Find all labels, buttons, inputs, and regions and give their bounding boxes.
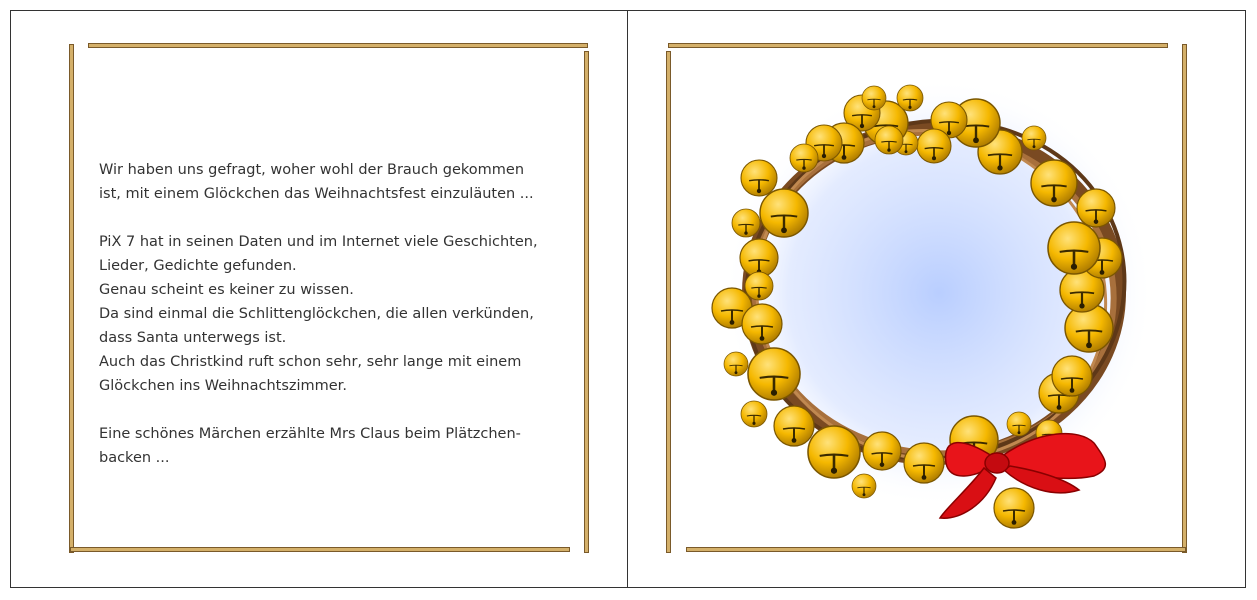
story-text (99, 158, 579, 494)
left-frame-left (69, 44, 74, 553)
right-frame-bottom (686, 547, 1186, 552)
jingle-bell (1077, 189, 1115, 227)
jingle-bell (774, 406, 814, 446)
paragraph-1: Wir haben uns gefragt, woher wohl der Brauch gekommen ist, mit einem Glöckchen das Weihnachtsfest einzuläuten ... (99, 162, 534, 202)
jingle-bell (1031, 160, 1077, 206)
jingle-bell (745, 272, 773, 300)
jingle-bell (732, 209, 760, 237)
jingle-bell (748, 348, 800, 400)
jingle-bell (862, 86, 886, 110)
jingle-bell (724, 352, 748, 376)
bell-wreath-illustration (684, 58, 1184, 543)
jingle-bell (740, 239, 778, 277)
left-frame-bottom (70, 547, 570, 552)
jingle-bell (741, 401, 767, 427)
jingle-bell (994, 488, 1034, 528)
paragraph-2: PiX 7 hat in seinen Daten und im Internet viele Geschichten, Lieder, Gedichte gefunden. Genau scheint es keiner zu wissen. Da sind einmal die Schlittenglöckchen, die allen verkünden, dass Santa unterwegs ist. Auch das Christkind ruft schon sehr, sehr lange mit einem Glöckchen ins Weihnachtszimmer. (99, 234, 538, 394)
jingle-bell (760, 189, 808, 237)
paragraph-3: Eine schönes Märchen erzählte Mrs Claus beim Plätzchen- backen ... (99, 426, 521, 466)
jingle-bell (742, 304, 782, 344)
jingle-bell (1007, 412, 1031, 436)
right-frame-left (666, 51, 671, 553)
jingle-bell (852, 474, 876, 498)
right-frame-top (668, 43, 1168, 48)
jingle-bell (863, 432, 901, 470)
jingle-bell (904, 443, 944, 483)
jingle-bell (1048, 222, 1100, 274)
left-frame-top (88, 43, 588, 48)
jingle-bell (1052, 356, 1092, 396)
jingle-bell (917, 129, 951, 163)
jingle-bell (875, 126, 903, 154)
jingle-bell (1022, 126, 1046, 150)
jingle-bell (897, 85, 923, 111)
left-frame-right (584, 51, 589, 553)
jingle-bell (790, 144, 818, 172)
book-spine (627, 10, 628, 588)
jingle-bell (741, 160, 777, 196)
jingle-bell (808, 426, 860, 478)
